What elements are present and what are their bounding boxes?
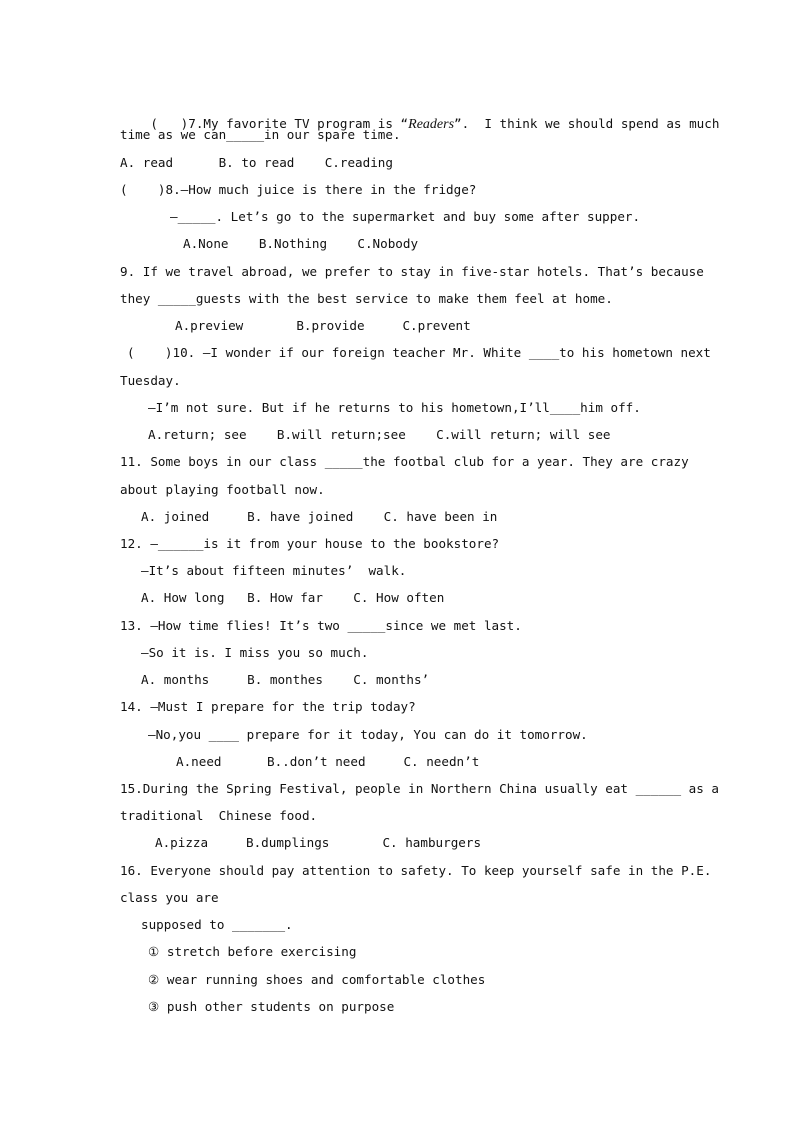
question-16-item-1: ① stretch before exercising <box>148 944 357 959</box>
question-13-line-1: 13. —How time flies! It’s two _____since we met last. <box>120 618 522 633</box>
question-12-line-1: 12. —______is it from your house to the bookstore? <box>120 536 500 551</box>
question-11-line-2: about playing football now. <box>120 482 325 497</box>
question-12-line-2: —It’s about fifteen minutes’ walk. <box>141 563 407 578</box>
question-10-options: A.return; see B.will return;see C.will return; will see <box>148 427 611 442</box>
question-7-text-a: ( )7.My favorite TV program is “ <box>150 116 409 131</box>
question-12-options: A. How long B. How far C. How often <box>141 590 445 605</box>
question-16-line-2: class you are <box>120 890 219 905</box>
question-16-item-3: ③ push other students on purpose <box>148 999 395 1014</box>
question-9-line-1: 9. If we travel abroad, we prefer to stay in five-star hotels. That’s because <box>120 264 704 279</box>
question-13-options: A. months B. monthes C. months’ <box>141 672 430 687</box>
question-10-line-2: Tuesday. <box>120 373 181 388</box>
question-10-line-1: ( )10. —I wonder if our foreign teacher Mr. White ____to his hometown next <box>127 345 711 360</box>
question-16-line-3: supposed to _______. <box>141 917 293 932</box>
question-14-line-1: 14. —Must I prepare for the trip today? <box>120 699 416 714</box>
question-11-options: A. joined B. have joined C. have been in <box>141 509 498 524</box>
question-13-line-2: —So it is. I miss you so much. <box>141 645 369 660</box>
question-7-text-b: ”. I think we should spend as much <box>454 116 720 131</box>
question-15-line-1: 15.During the Spring Festival, people in Northern China usually eat ______ as a <box>120 781 719 796</box>
question-16-line-1: 16. Everyone should pay attention to safety. To keep yourself safe in the P.E. <box>120 863 712 878</box>
question-15-line-2: traditional Chinese food. <box>120 808 318 823</box>
question-10-line-3: —I’m not sure. But if he returns to his hometown,I’ll____him off. <box>148 400 641 415</box>
question-8-line-1: ( )8.—How much juice is there in the fridge? <box>120 182 477 197</box>
question-9-options: A.preview B.provide C.prevent <box>175 318 471 333</box>
question-14-line-2: —No,you ____ prepare for it today, You can do it tomorrow. <box>148 727 588 742</box>
question-11-line-1: 11. Some boys in our class _____the footbal club for a year. They are crazy <box>120 454 689 469</box>
question-7-options: A. read B. to read C.reading <box>120 155 393 170</box>
question-14-options: A.need B..don’t need C. needn’t <box>176 754 480 769</box>
question-9-line-2: they _____guests with the best service to make them feel at home. <box>120 291 613 306</box>
question-7-line-2: time as we can_____in our spare time. <box>120 127 401 142</box>
question-16-item-2: ② wear running shoes and comfortable clothes <box>148 972 486 987</box>
question-15-options: A.pizza B.dumplings C. hamburgers <box>155 835 482 850</box>
question-8-options: A.None B.Nothing C.Nobody <box>183 236 419 251</box>
question-7-program-title: Readers <box>408 117 455 132</box>
question-8-line-2: —_____. Let’s go to the supermarket and buy some after supper. <box>170 209 641 224</box>
